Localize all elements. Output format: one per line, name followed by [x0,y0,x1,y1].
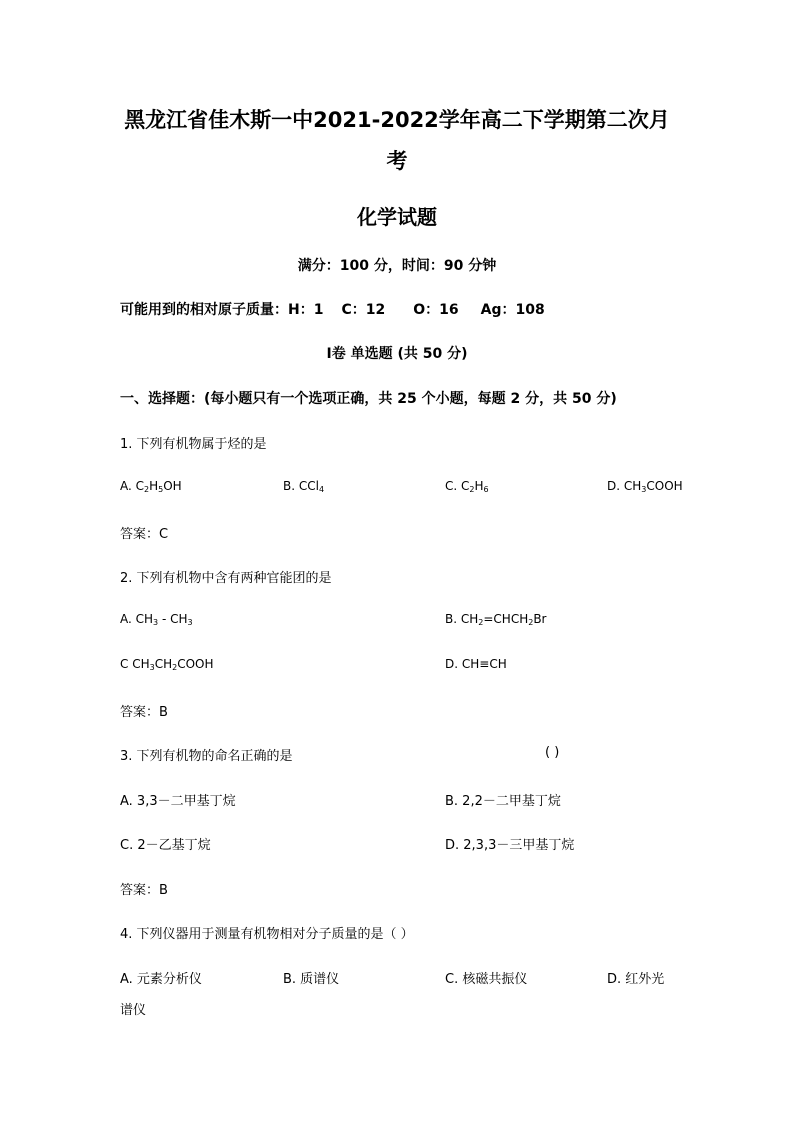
q4-option-a: A. 元素分析仪 [120,972,202,987]
q2-option-d: D. CH≡CH [445,657,507,671]
q2-option-b: B. $CH_2=CHCH_2Br$ [445,612,547,627]
q1-option-b: B. CCl$_4$ [283,479,325,494]
section-heading: 一、选择题：(每小题只有一个选项正确，共 25 个小题，每题 2 分，共 50 分) [120,391,617,407]
q3-option-a: A. 3,3－二甲基丁烷 [120,794,236,809]
atomic-mass-c: C：12 [341,302,386,318]
atomic-mass-label: 可能用到的相对原子质量： [120,302,288,318]
q2-answer: 答案：B [120,705,168,720]
question-1-stem: 1. 下列有机物属于烃的是 [120,437,267,452]
atomic-mass-o: O：16 [413,302,459,318]
q3-option-b: B. 2,2－二甲基丁烷 [445,794,561,809]
q2-option-c: C $CH_3CH_2COOH$ [120,657,214,672]
q1-option-c: C. $C_2H_6$ [445,479,489,494]
q1-option-a: A. $C_2H_5OH$ [120,479,182,494]
q1-answer: 答案：C [120,527,169,542]
q2-option-a: A. $CH_3 - CH_3$ [120,612,193,627]
subject-title: 化学试题 [357,205,437,229]
atomic-mass-ag: Ag：108 [480,302,545,318]
question-3-stem: 3. 下列有机物的命名正确的是 [120,749,293,764]
title-line-1: 黑龙江省佳木斯一中2021-2022学年高二下学期第二次月 [124,108,670,132]
question-2-stem: 2. 下列有机物中含有两种官能团的是 [120,571,332,586]
q3-paren: ( ) [545,745,560,760]
q3-option-d: D. 2,3,3－三甲基丁烷 [445,838,575,853]
atomic-mass-h: H：1 [288,302,324,318]
title-line-2: 考 [386,149,408,173]
part-heading: Ⅰ卷 单选题 (共 50 分) [326,346,468,362]
atomic-mass-line [120,299,545,319]
q4-option-d: D. 红外光 [607,972,665,987]
q4-option-b: B. 质谱仪 [283,972,340,987]
q1-option-d: D. $CH_3COOH$ [607,479,683,494]
score-time: 满分：100 分，时间：90 分钟 [297,258,497,274]
q4-option-d-wrap: 谱仪 [120,1003,147,1018]
question-4-stem: 4. 下列仪器用于测量有机物相对分子质量的是（ ） [120,927,414,942]
q3-option-c: C. 2－乙基丁烷 [120,838,211,853]
q3-answer: 答案：B [120,883,168,898]
q4-option-c: C. 核磁共振仪 [445,972,528,987]
